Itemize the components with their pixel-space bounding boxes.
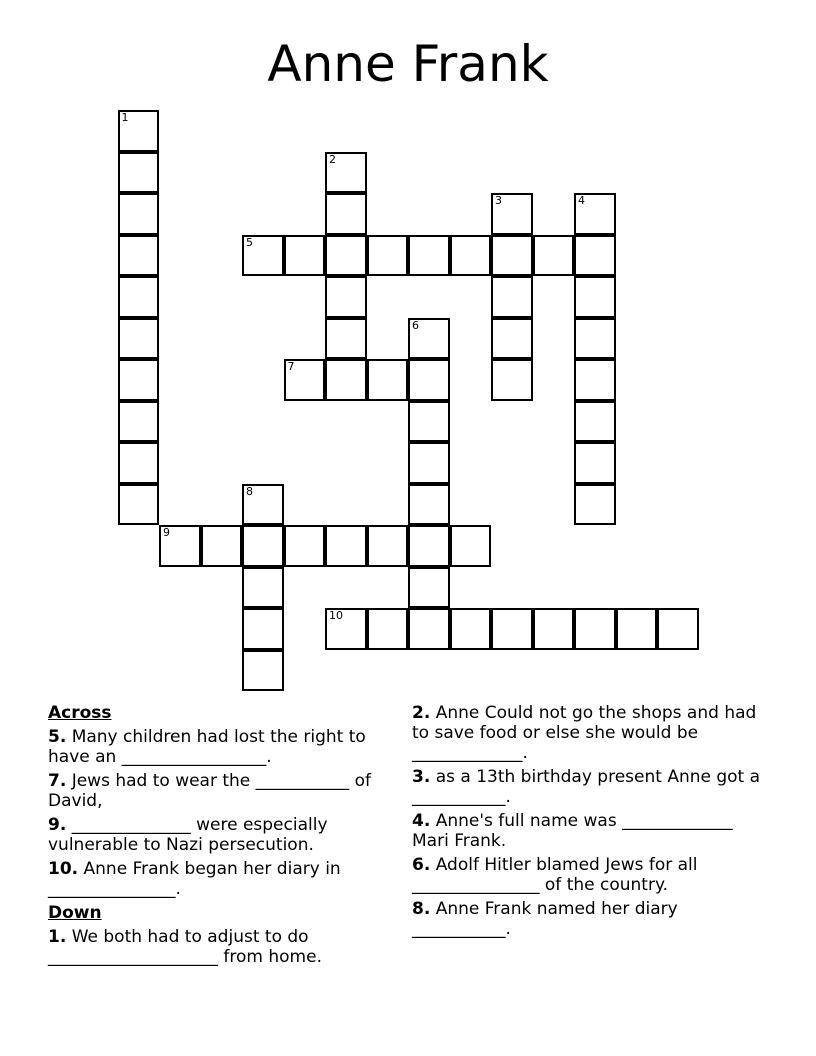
grid-cell[interactable]	[118, 110, 160, 152]
grid-cell[interactable]	[408, 608, 450, 650]
grid-cell[interactable]	[450, 608, 492, 650]
clue-down-4	[412, 811, 772, 851]
grid-cell[interactable]	[491, 235, 533, 277]
clue-across-9	[48, 815, 393, 855]
clue-across-7	[48, 771, 393, 811]
grid-cell[interactable]	[118, 401, 160, 443]
grid-cell[interactable]	[367, 359, 409, 401]
grid-cell[interactable]	[574, 442, 616, 484]
grid-cell[interactable]	[574, 235, 616, 277]
clue-text: Adolf Hitler blamed Jews for all _______________ of the country.	[412, 855, 698, 895]
grid-cell[interactable]	[201, 525, 243, 567]
clue-text: Anne's full name was _____________ Mari Frank.	[412, 811, 733, 851]
grid-cell[interactable]	[242, 567, 284, 609]
grid-cell[interactable]	[450, 525, 492, 567]
grid-cell[interactable]	[118, 359, 160, 401]
grid-cell[interactable]	[574, 484, 616, 526]
clue-text: We both had to adjust to do ____________________ from home.	[48, 927, 322, 967]
grid-cell[interactable]	[533, 608, 575, 650]
clue-number: 7.	[48, 771, 67, 791]
clue-number: 1.	[48, 927, 67, 947]
cell-number: 5	[246, 235, 253, 249]
grid-cell[interactable]	[574, 401, 616, 443]
cell-number: 1	[121, 111, 129, 124]
grid-cell[interactable]	[574, 318, 616, 360]
clue-down-8	[412, 899, 772, 939]
grid-cell[interactable]	[159, 525, 201, 567]
cell-number: 4	[578, 194, 585, 207]
clue-down-6	[412, 855, 772, 895]
grid-cell[interactable]	[408, 235, 450, 277]
grid-cell[interactable]	[118, 318, 160, 360]
cell-number: 8	[246, 484, 253, 498]
grid-cell[interactable]	[491, 608, 533, 650]
grid-cell[interactable]	[574, 193, 616, 235]
clue-down-3	[412, 767, 772, 807]
cell-number: 10	[329, 609, 343, 622]
clue-text: Many children had lost the right to have an _________________.	[48, 727, 366, 767]
clue-text: as a 13th birthday present Anne got a ___________.	[412, 767, 761, 807]
grid-cell[interactable]	[408, 567, 450, 609]
clue-text: ______________ were especially vulnerable to Nazi persecution.	[48, 815, 328, 855]
clue-down-1	[48, 927, 393, 967]
grid-cell[interactable]	[408, 442, 450, 484]
cell-number: 7	[287, 360, 295, 373]
clue-across-5	[48, 727, 393, 767]
grid-cell[interactable]	[367, 608, 409, 650]
grid-cell[interactable]	[284, 525, 326, 567]
grid-cell[interactable]	[616, 608, 658, 650]
clues-right-column	[412, 703, 772, 943]
clue-text: Anne Frank began her diary in _______________.	[48, 859, 341, 899]
grid-cell[interactable]	[325, 359, 367, 401]
grid-cell[interactable]	[491, 276, 533, 318]
clue-number: 9.	[48, 815, 67, 835]
grid-cell[interactable]	[118, 193, 160, 235]
grid-cell[interactable]	[574, 276, 616, 318]
clue-text: Anne Frank named her diary ___________.	[412, 899, 678, 939]
grid-cell[interactable]	[491, 318, 533, 360]
grid-cell[interactable]	[325, 525, 367, 567]
grid-cell[interactable]	[367, 235, 409, 277]
clue-number: 3.	[412, 767, 431, 787]
clue-number: 8.	[412, 899, 431, 919]
grid-cell[interactable]	[325, 152, 367, 194]
cell-number: 3	[495, 194, 502, 207]
grid-cell[interactable]	[408, 359, 450, 401]
clue-number: 4.	[412, 811, 431, 831]
clue-across-10	[48, 859, 393, 899]
grid-cell[interactable]	[408, 401, 450, 443]
grid-cell[interactable]	[657, 608, 699, 650]
grid-cell[interactable]	[284, 235, 326, 277]
grid-cell[interactable]	[325, 193, 367, 235]
clues-left-column	[48, 703, 393, 971]
down-heading: Down	[48, 903, 102, 923]
grid-cell[interactable]	[491, 193, 533, 235]
grid-cell[interactable]	[491, 359, 533, 401]
clue-down-2	[412, 703, 772, 763]
grid-cell[interactable]	[325, 276, 367, 318]
grid-cell[interactable]	[242, 484, 284, 526]
grid-cell[interactable]	[242, 608, 284, 650]
grid-cell[interactable]	[118, 442, 160, 484]
grid-cell[interactable]	[118, 484, 160, 526]
grid-cell[interactable]	[325, 235, 367, 277]
grid-cell[interactable]	[242, 650, 284, 692]
grid-cell[interactable]	[325, 318, 367, 360]
grid-cell[interactable]	[533, 235, 575, 277]
clue-number: 2.	[412, 703, 431, 723]
clue-text: Jews had to wear the ___________ of David,	[48, 771, 371, 811]
grid-cell[interactable]	[242, 235, 284, 277]
across-heading: Across	[48, 703, 112, 723]
grid-cell[interactable]	[574, 608, 616, 650]
grid-cell[interactable]	[284, 359, 326, 401]
grid-cell[interactable]	[408, 484, 450, 526]
grid-cell[interactable]	[367, 525, 409, 567]
clue-number: 5.	[48, 727, 67, 747]
grid-cell[interactable]	[450, 235, 492, 277]
cell-number: 2	[329, 152, 336, 166]
grid-cell[interactable]	[408, 318, 450, 360]
grid-cell[interactable]	[408, 525, 450, 567]
grid-cell[interactable]	[574, 359, 616, 401]
grid-cell[interactable]	[118, 276, 160, 318]
grid-cell[interactable]	[118, 152, 160, 194]
clue-number: 10.	[48, 859, 79, 879]
cell-number: 9	[163, 526, 170, 539]
cell-number: 6	[412, 318, 419, 332]
clue-number: 6.	[412, 855, 431, 875]
clue-text: Anne Could not go the shops and had to save food or else she would be _____________.	[412, 703, 757, 763]
puzzle-title: Anne Frank	[267, 35, 549, 93]
grid-cell[interactable]	[242, 525, 284, 567]
grid-cell[interactable]	[118, 235, 160, 277]
grid-cell[interactable]	[325, 608, 367, 650]
